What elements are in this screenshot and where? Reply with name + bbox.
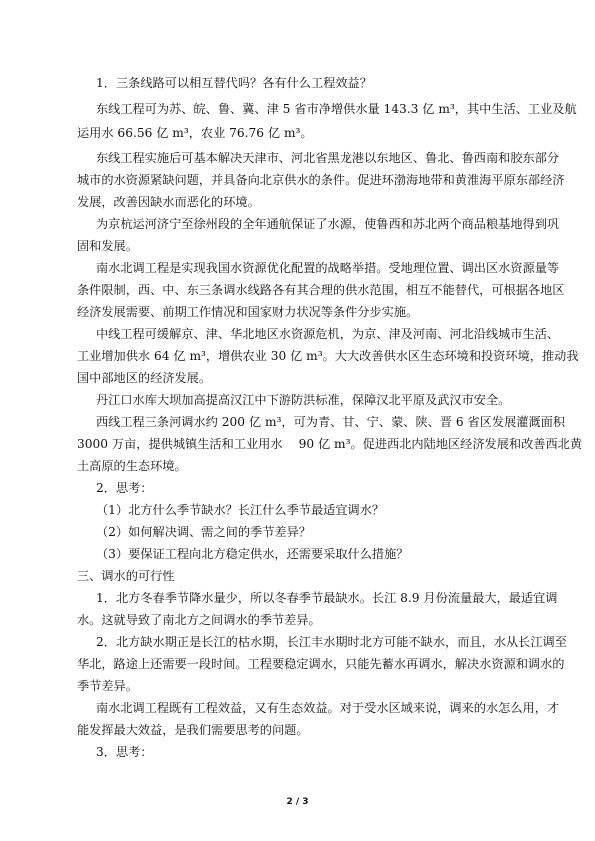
page-number: 2 / 3 (286, 797, 309, 807)
paragraph-line: 东线工程实施后可基本解决天津市、河北省黑龙港以东地区、鲁北、鲁西南和胶东部分 (96, 151, 560, 165)
paragraph-line: 条件限制，西、中、东三条调水线路各有其合理的供水范围，相互不能替代，可根据各地区 (77, 283, 565, 297)
paragraph-line: 丹江口水库大坝加高提高汉江中下游防洪标准，保障汉北平原及武汉市安全。 (96, 393, 511, 407)
paragraph-line: 西线工程三条河调水约 200 亿 m³，可为青、甘、宁、蒙、陕、晋 6 省区发展灌溉面积 (96, 415, 566, 429)
paragraph-line: 发展，改善因缺水而恶化的环境。 (77, 195, 260, 209)
paragraph-line: 季节差异。 (77, 679, 138, 693)
paragraph-line: 固和发展。 (77, 239, 138, 253)
question-item: （2）如何解决调、需之间的季节差异？ (96, 525, 311, 539)
paragraph-line: 为京杭运河济宁至徐州段的全年通航保证了水源，使鲁西和苏北两个商品粮基地得到巩 (96, 217, 560, 231)
question-heading-3: 3．思考： (96, 745, 153, 759)
paragraph-line: 1．北方冬春季节降水量少，所以冬春季节最缺水。长江 8.9 月份流量最大，最适宜调 (96, 591, 558, 605)
paragraph-line: 能发挥最大效益，是我们需要思考的问题。 (77, 723, 309, 737)
paragraph-line: 东线工程可为苏、皖、鲁、冀、津 5 省市净增供水量 143.3 亿 m³，其中生活、工业及航 (96, 102, 577, 116)
paragraph-line: 运用水 66.56 亿 m³，农业 76.76 亿 m³。 (77, 126, 313, 140)
question-item: （3）要保证工程向北方稳定供水，还需要采取什么措施？ (96, 547, 409, 561)
paragraph-line: 经济发展需要、前期工作情况和国家财力状况等条件分步实施。 (77, 305, 419, 319)
paragraph-line: 中线工程可缓解京、津、华北地区水资源危机，为京、津及河南、河北沿线城市生活、 (96, 327, 560, 341)
question-heading-2: 2．思考： (96, 481, 153, 495)
question-item: （1）北方什么季节缺水？长江什么季节最适宜调水？ (96, 503, 385, 517)
paragraph-line: 南水北调工程既有工程效益，又有生态效益。对于受水区域来说，调来的水怎么用，才 (96, 701, 560, 715)
paragraph-line: 国中部地区的经济发展。 (77, 371, 212, 385)
paragraph-line: 水。这就导致了南北方之间调水的季节差异。 (77, 613, 321, 627)
section-heading: 三、调水的可行性 (77, 569, 175, 583)
paragraph-line: 城市的水资源紧缺问题，并具备向北京供水的条件。促进环渤海地带和黄淮海平原东部经济 (77, 173, 565, 187)
paragraph-line: 3000 万亩，提供城镇生活和工业用水 90 亿 m³。促进西北内陆地区经济发展和改善西北黄 (77, 437, 583, 451)
paragraph-line: 南水北调工程是实现我国水资源优化配置的战略举措。受地理位置、调出区水资源量等 (96, 261, 560, 275)
paragraph-line: 工业增加供水 64 亿 m³，增供农业 30 亿 m³。大大改善供水区生态环境和投资环境，推动我 (77, 349, 579, 363)
paragraph-line: 2．北方缺水期正是长江的枯水期，长江丰水期时北方可能不缺水，而且，水从长江调至 (96, 635, 567, 649)
question-heading-1: 1．三条线路可以相互替代吗？各有什么工程效益？ (96, 76, 372, 90)
paragraph-line: 华北，路途上还需要一段时间。工程要稳定调水，只能先蓄水再调水，解决水资源和调水的 (77, 657, 565, 671)
paragraph-line: 土高原的生态环境。 (77, 459, 187, 473)
